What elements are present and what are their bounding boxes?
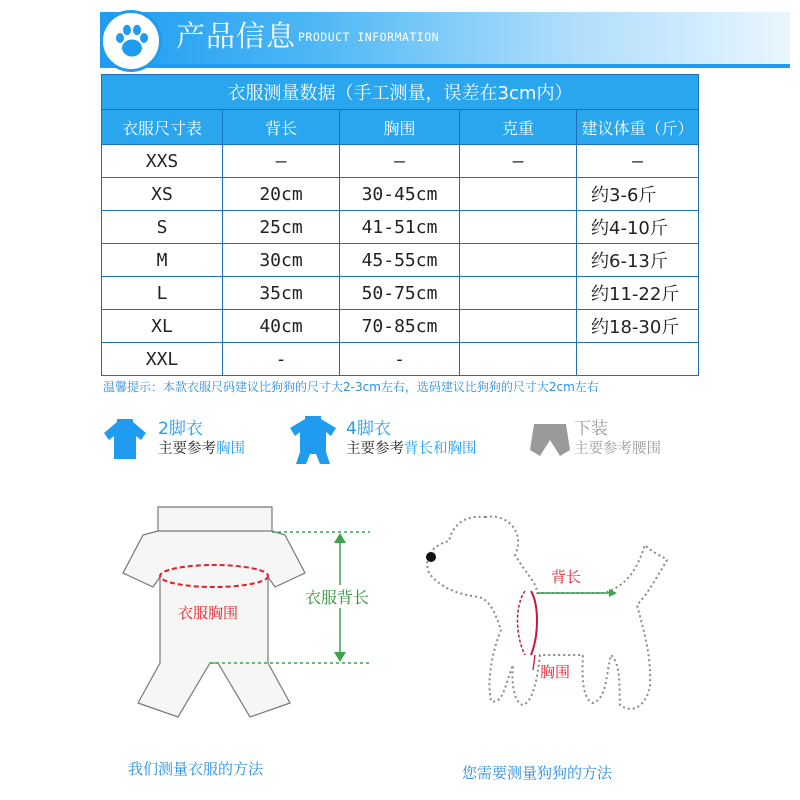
pants-label: 下装 <box>574 419 608 439</box>
header-suggested-weight: 建议体重（斤） <box>577 110 699 145</box>
suggested-weight-cell: 约11-22斤 <box>577 277 699 310</box>
header-chest: 胸围 <box>340 110 460 145</box>
size-cell: XS <box>102 178 223 211</box>
chest-cell: 45-55cm <box>340 244 460 277</box>
back-length-cell: 25cm <box>223 211 340 244</box>
table-row <box>102 343 699 376</box>
weight-cell <box>460 244 577 277</box>
weight-cell <box>460 178 577 211</box>
table-header-row <box>102 110 699 145</box>
suggested-weight-cell: 约4-10斤 <box>577 211 699 244</box>
dog-caption: 您需要测量狗狗的方法 <box>462 764 613 782</box>
suggested-weight-cell: 约18-30斤 <box>577 310 699 343</box>
table-row <box>102 178 699 211</box>
size-cell: L <box>102 277 223 310</box>
chest-cell: — <box>340 145 460 178</box>
suggested-weight-cell <box>577 343 699 376</box>
paw-icon <box>103 13 159 69</box>
size-cell: XXL <box>102 343 223 376</box>
suggested-weight-cell: 约6-13斤 <box>577 244 699 277</box>
chest-cell: 70-85cm <box>340 310 460 343</box>
page-title: 产品信息 <box>176 19 297 53</box>
dog-back-label: 背长 <box>551 568 582 586</box>
garment-diagram <box>100 495 400 725</box>
pants-ref: 主要参考腰围 <box>574 441 661 457</box>
header-divider <box>100 64 790 68</box>
four-leg-suit-icon <box>286 414 340 466</box>
table-row <box>102 277 699 310</box>
garment-caption: 我们测量衣服的方法 <box>128 760 264 778</box>
weight-cell <box>460 343 577 376</box>
dog-chest-label: 胸围 <box>540 663 571 681</box>
page-subtitle: PRODUCT INFORMATION <box>298 30 440 44</box>
chest-cell: 50-75cm <box>340 277 460 310</box>
back-length-cell: 20cm <box>223 178 340 211</box>
header-weight: 克重 <box>460 110 577 145</box>
four-leg-label: 4脚衣 <box>346 419 391 439</box>
suggested-weight-cell: — <box>577 145 699 178</box>
chest-cell: - <box>340 343 460 376</box>
dog-diagram <box>415 505 695 735</box>
four-leg-ref: 主要参考背长和胸围 <box>346 441 477 457</box>
back-length-cell: 30cm <box>223 244 340 277</box>
chest-cell: 41-51cm <box>340 211 460 244</box>
table-row <box>102 145 699 178</box>
size-cell: XL <box>102 310 223 343</box>
two-leg-shirt-icon <box>100 417 150 461</box>
size-table <box>101 74 699 376</box>
size-cell: XXS <box>102 145 223 178</box>
pants-icon <box>526 420 574 460</box>
header-size: 衣服尺寸表 <box>102 110 223 145</box>
size-cell: M <box>102 244 223 277</box>
size-cell: S <box>102 211 223 244</box>
back-length-cell: — <box>223 145 340 178</box>
two-leg-ref: 主要参考胸围 <box>158 441 245 457</box>
paw-badge <box>100 10 162 72</box>
garment-chest-label: 衣服胸围 <box>178 604 239 622</box>
table-row <box>102 310 699 343</box>
chest-cell: 30-45cm <box>340 178 460 211</box>
table-row <box>102 211 699 244</box>
garment-length-label: 衣服背长 <box>303 585 371 608</box>
back-length-cell: 35cm <box>223 277 340 310</box>
back-length-cell: - <box>223 343 340 376</box>
weight-cell: — <box>460 145 577 178</box>
table-row <box>102 244 699 277</box>
sizing-tip: 温馨提示：本款衣服尺码建议比狗狗的尺寸大2-3cm左右，选码建议比狗狗的尺寸大2cm左右 <box>103 380 599 394</box>
weight-cell <box>460 310 577 343</box>
header-back-length: 背长 <box>223 110 340 145</box>
weight-cell <box>460 277 577 310</box>
suggested-weight-cell: 约3-6斤 <box>577 178 699 211</box>
table-caption: 衣服测量数据（手工测量，误差在3cm内） <box>102 75 699 110</box>
two-leg-label: 2脚衣 <box>158 419 203 439</box>
back-length-cell: 40cm <box>223 310 340 343</box>
weight-cell <box>460 211 577 244</box>
